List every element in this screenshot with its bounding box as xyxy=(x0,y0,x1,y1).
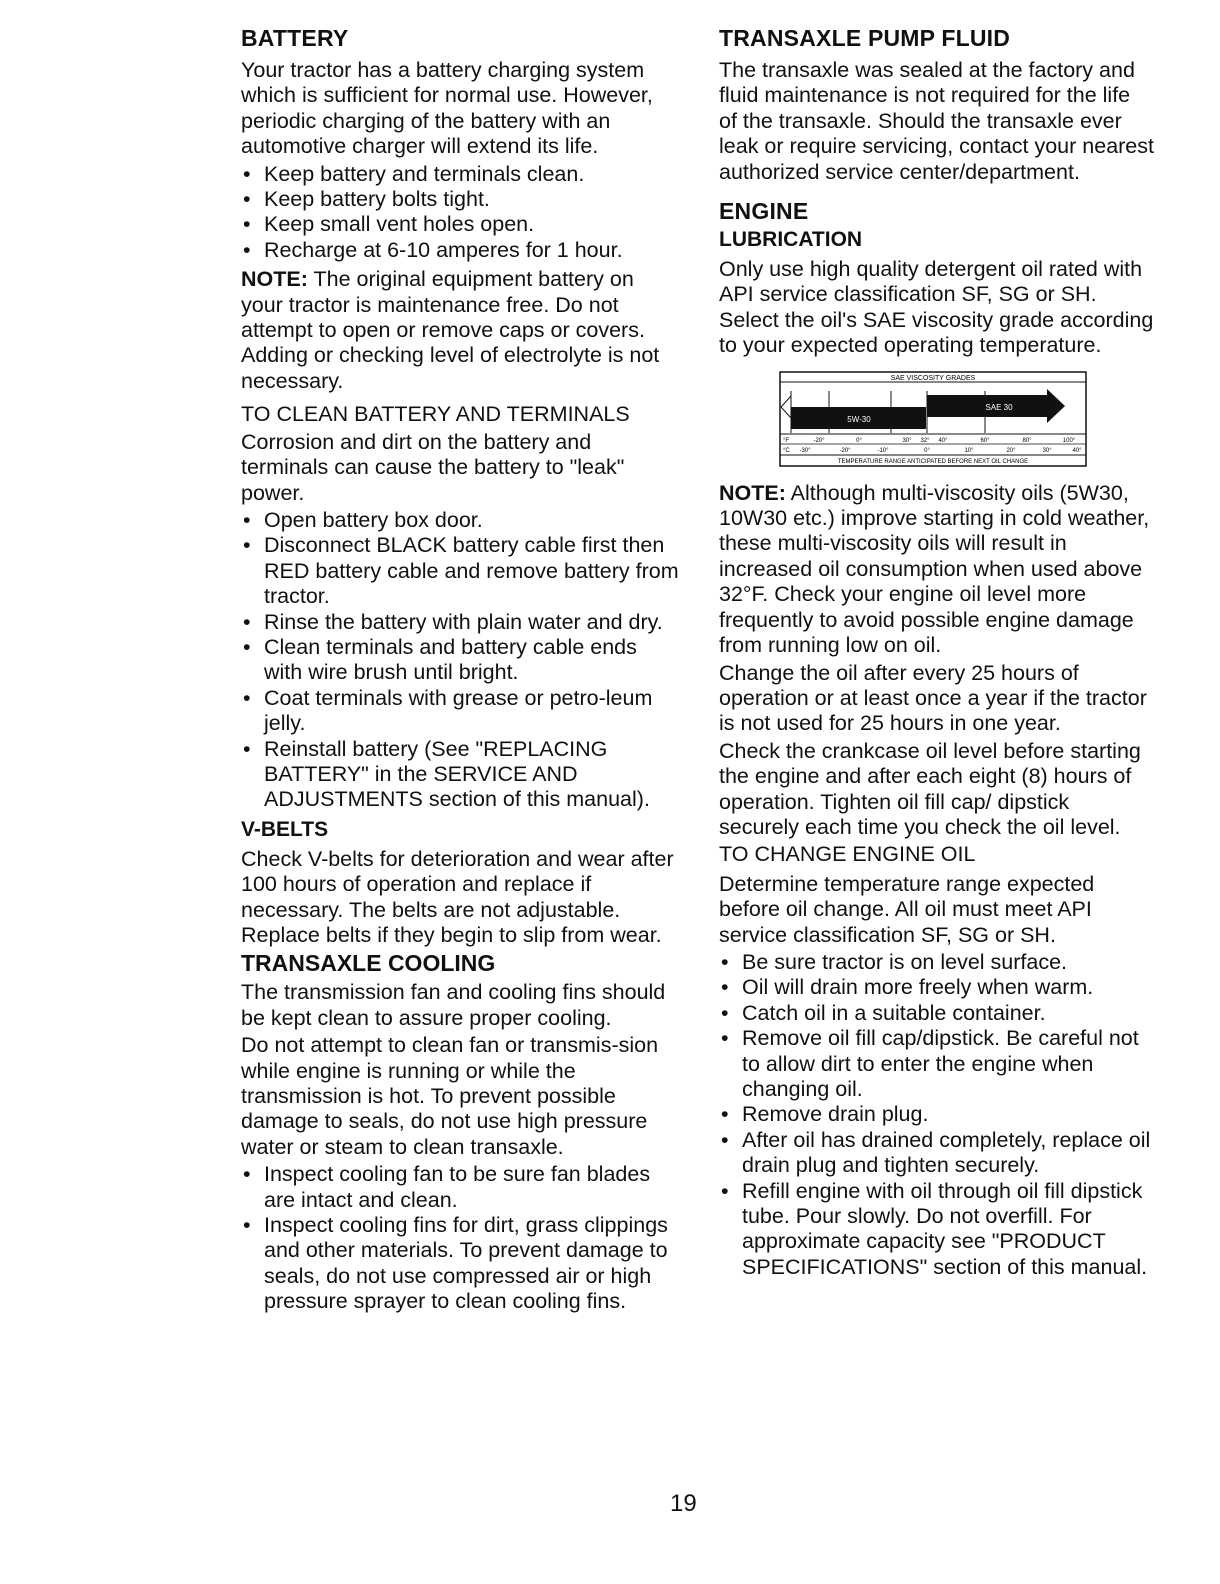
list-item: • Be sure tractor is on level surface. xyxy=(719,950,1154,975)
transaxle-pump-heading: TRANSAXLE PUMP FLUID xyxy=(719,25,1011,51)
list-item: • Remove drain plug. xyxy=(719,1102,1154,1127)
viscosity-chart-svg xyxy=(779,371,1087,467)
grade-label-sae30: SAE 30 xyxy=(985,402,1013,412)
note-text: The original equipment battery on your tractor is maintenance free. Do not attempt to open or remove caps or covers. Adding or checking level of electrolyte is not necessary. xyxy=(241,267,660,393)
list-item: • Clean terminals and battery cable ends with wire brush until bright. xyxy=(241,635,681,686)
left-column xyxy=(241,22,681,1319)
clean-battery-heading: TO CLEAN BATTERY AND TERMINALS xyxy=(241,402,630,427)
transaxle-pump-text: The transaxle was sealed at the factory and fluid maintenance is not required for the life of the transaxle. Should the transaxle ever leak or require servicing, contact your nearest authorized service center/department. xyxy=(719,58,1154,184)
transaxle-cooling-p1: The transmission fan and cooling fins should be kept clean to assure proper cooling. xyxy=(241,980,666,1030)
right-column xyxy=(719,22,1154,1284)
list-item: • Keep small vent holes open. xyxy=(241,212,681,237)
engine-heading: ENGINE xyxy=(719,198,809,225)
list-item: • Inspect cooling fan to be sure fan blades are intact and clean. xyxy=(241,1162,681,1213)
sae-viscosity-chart xyxy=(779,371,1087,467)
clean-battery-list xyxy=(241,508,681,813)
list-item: • Catch oil in a suitable container. xyxy=(719,1001,1154,1026)
oil-check-level: Check the crankcase oil level before starting the engine and after each eight (8) hours of operation. Tighten oil fill cap/ dipstick securely each time you check the oil level. xyxy=(719,738,1141,839)
list-item: • Oil will drain more freely when warm. xyxy=(719,975,1154,1000)
change-oil-list xyxy=(719,950,1154,1280)
page-number: 19 xyxy=(670,1490,697,1517)
list-item: • Rinse the battery with plain water and dry. xyxy=(241,610,681,635)
change-oil-intro: Determine temperature range expected before oil change. All oil must meet API service classification SF, SG or SH. xyxy=(719,871,1095,947)
battery-care-list xyxy=(241,162,681,264)
list-item: • After oil has drained completely, replace oil drain plug and tighten securely. xyxy=(719,1128,1154,1179)
c-tick: -30° xyxy=(799,447,811,454)
f-tick: 32° xyxy=(920,437,930,444)
f-tick: -20° xyxy=(813,437,825,444)
oil-change-interval: Change the oil after every 25 hours of operation or at least once a year if the tractor is not used for 25 hours in one year. xyxy=(719,660,1147,736)
engine-note xyxy=(719,481,1154,659)
c-tick: 10° xyxy=(964,447,974,454)
battery-heading: BATTERY xyxy=(241,25,349,51)
c-tick: 0° xyxy=(924,447,930,454)
list-item: • Disconnect BLACK battery cable first then RED battery cable and remove battery from tractor. xyxy=(241,533,681,609)
transaxle-pump-section xyxy=(719,24,1154,185)
battery-section xyxy=(241,24,681,813)
note-text: Although multi-viscosity oils (5W30, 10W30 etc.) improve starting in cold weather, these multi-viscosity oils will result in increased oil consumption when used above 32°F. Check your engine oil level more frequently to avoid possible engine damage from running low on oil. xyxy=(719,480,1150,658)
list-item: • Recharge at 6-10 amperes for 1 hour. xyxy=(241,238,681,263)
list-item: • Keep battery bolts tight. xyxy=(241,187,681,212)
list-item: • Keep battery and terminals clean. xyxy=(241,162,681,187)
f-unit: °F xyxy=(783,437,790,444)
transaxle-cooling-p2: Do not attempt to clean fan or transmis-sion while engine is running or while the transmission is hot. To prevent possible damage to seals, do not use high pressure water or steam to clean transaxle. xyxy=(241,1033,659,1159)
chart-footer: TEMPERATURE RANGE ANTICIPATED BEFORE NEXT OIL CHANGE xyxy=(837,458,1029,465)
list-item: • Open battery box door. xyxy=(241,508,681,533)
list-item: • Refill engine with oil through oil fill dipstick tube. Pour slowly. Do not overfill. For approximate capacity see "PRODUCT SPECIFICATIONS" section of this manual. xyxy=(719,1179,1154,1281)
f-tick: 100° xyxy=(1062,437,1076,444)
engine-section xyxy=(719,197,1154,1280)
vbelts-heading: V-BELTS xyxy=(241,817,329,841)
c-tick: 20° xyxy=(1006,447,1016,454)
list-item: • Remove oil fill cap/dipstick. Be careful not to allow dirt to enter the engine when changing oil. xyxy=(719,1026,1154,1102)
transaxle-cooling-heading: TRANSAXLE COOLING xyxy=(241,950,496,977)
c-tick: 40° xyxy=(1072,447,1082,454)
transaxle-cooling-list xyxy=(241,1162,681,1314)
c-tick: -20° xyxy=(839,447,851,454)
grade-label-5w30: 5W-30 xyxy=(847,414,871,424)
vbelts-text: Check V-belts for deterioration and wear after 100 hours of operation and replace if necessary. The belts are not adjustable. Replace belts if they begin to slip from wear. xyxy=(241,846,674,947)
lubrication-text: Only use high quality detergent oil rated with API service classification SF, SG or SH. Select the oil's SAE viscosity grade according to your expected operating temperature. xyxy=(719,257,1154,358)
c-tick: -10° xyxy=(877,447,889,454)
note-label: NOTE: xyxy=(719,480,786,505)
chart-title: SAE VISCOSITY GRADES xyxy=(890,374,976,382)
battery-note xyxy=(241,267,681,394)
list-item: • Coat terminals with grease or petro-leum jelly. xyxy=(241,686,681,737)
battery-intro: Your tractor has a battery charging system which is sufficient for normal use. However, periodic charging of the battery with an automotive charger will extend its life. xyxy=(241,58,653,159)
f-tick: 60° xyxy=(980,437,990,444)
clean-battery-intro: Corrosion and dirt on the battery and terminals can cause the battery to "leak" power. xyxy=(241,429,625,505)
lubrication-heading: LUBRICATION xyxy=(719,228,863,252)
f-tick: 0° xyxy=(856,437,862,444)
c-tick: 30° xyxy=(1042,447,1052,454)
c-unit: °C xyxy=(783,447,790,454)
f-tick: 40° xyxy=(938,437,948,444)
f-tick: 30° xyxy=(902,437,912,444)
vbelts-section xyxy=(241,817,681,949)
change-oil-heading: TO CHANGE ENGINE OIL xyxy=(719,842,976,867)
transaxle-cooling-section xyxy=(241,950,681,1314)
list-item: • Reinstall battery (See "REPLACING BATTERY" in the SERVICE AND ADJUSTMENTS section of this manual). xyxy=(241,737,681,813)
note-label: NOTE: xyxy=(241,267,308,292)
list-item: • Inspect cooling fins for dirt, grass clippings and other materials. To prevent damage to seals, do not use compressed air or high pressure sprayer to clean cooling fins. xyxy=(241,1213,681,1315)
f-tick: 80° xyxy=(1022,437,1032,444)
